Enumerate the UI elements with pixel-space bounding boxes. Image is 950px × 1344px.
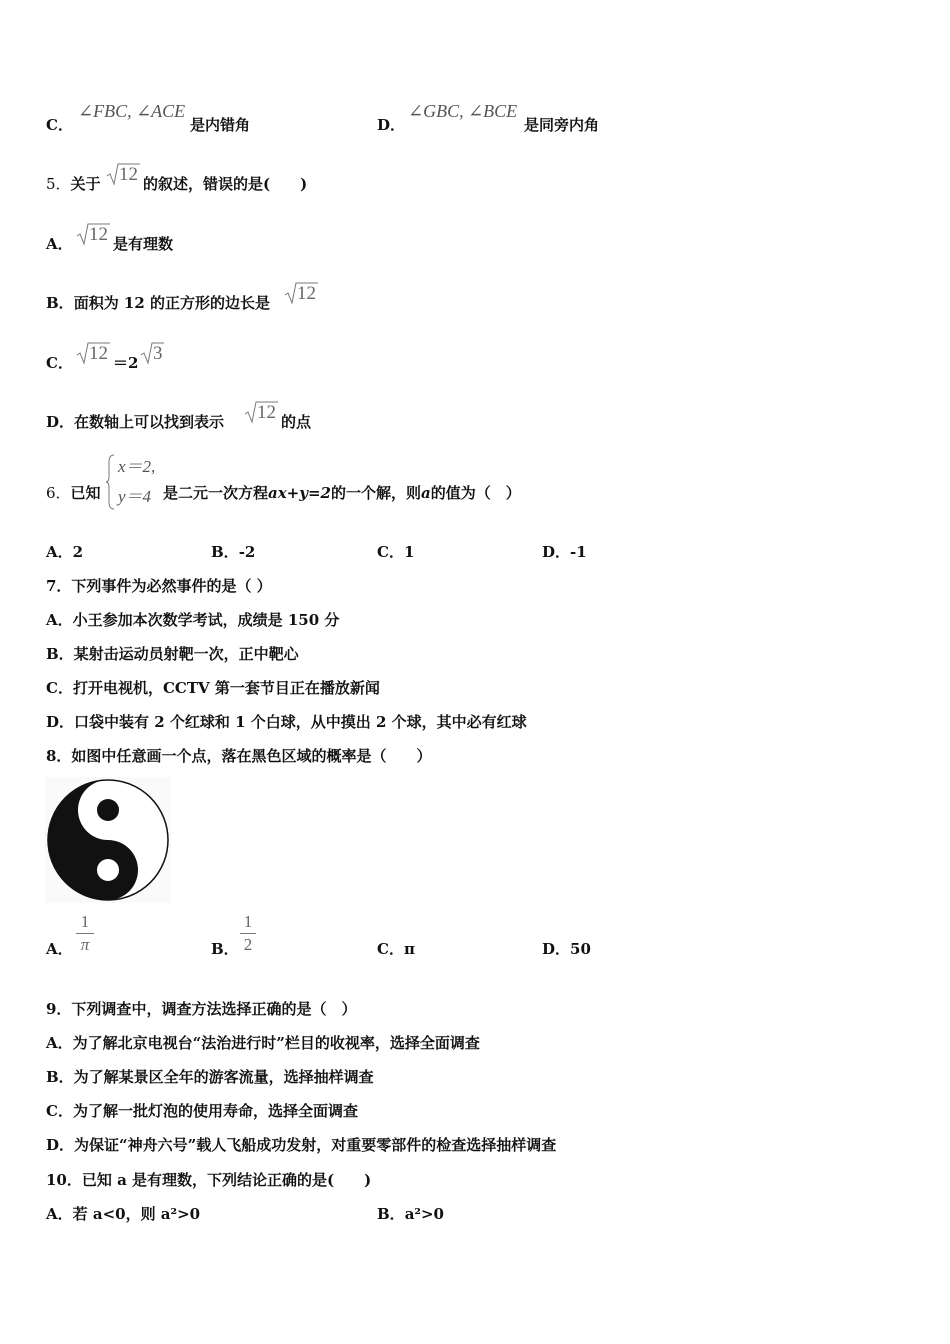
q5-stem-pre: 关于 [70, 175, 101, 193]
q6-option-d [542, 542, 587, 562]
q7-option-a: A．小王参加本次数学考试，成绩是 150 分 [46, 611, 340, 629]
q5-option-a-text: 是有理数 [113, 235, 174, 253]
q8-option-b-fraction [240, 912, 256, 955]
q9-option-d: D．为保证“神舟六号”载人飞船成功发射，对重要零部件的检查选择抽样调查 [46, 1136, 557, 1154]
q5-option-c-label: C． [46, 354, 73, 372]
q4-option-c-math: ∠FBC, ∠ACE [78, 101, 186, 121]
q6-stem-pre-text: 已知 [70, 484, 101, 502]
q6-option-c-text: 1 [403, 543, 415, 561]
q4-option-d-math: ∠GBC, ∠BCE [408, 101, 518, 121]
q9-option-b: B．为了解某景区全年的游客流量，选择抽样调查 [46, 1068, 374, 1086]
q6-option-b [211, 542, 255, 562]
q5-option-a-radicand: 12 [89, 224, 108, 245]
q7-option-b: B．某射击运动员射靶一次，正中靶心 [46, 645, 299, 663]
yin-yang-figure [45, 777, 171, 903]
q9-option-a: A．为了解北京电视台“法治进行时”栏目的收视率，选择全面调查 [46, 1034, 480, 1052]
q8-option-a-fraction [76, 912, 94, 955]
q6-equation: ax+y=2 [268, 484, 331, 502]
q8-stem: 8．如图中任意画一个点，落在黑色区域的概率是（ ） [46, 747, 432, 765]
q6-stem-post: 的值为（ ） [430, 484, 521, 502]
q8-option-a-numerator: 1 [80, 912, 90, 931]
q5-stem-post: 的叙述，错误的是( ) [143, 175, 308, 193]
q5-number: 5． [46, 175, 71, 193]
q5-option-b [46, 293, 270, 313]
q8-option-a-label: A． [46, 940, 73, 958]
q4-option-d-label: D． [377, 116, 406, 134]
q5-option-d-sqrt [244, 400, 278, 424]
q8-option-a-denominator: π [80, 935, 90, 954]
q4-option-c [46, 115, 73, 135]
q6-option-c [377, 542, 414, 562]
q5-option-c-eq: ＝2 [113, 354, 139, 372]
q8-option-d-label: D． [542, 940, 571, 958]
q5-option-a-label: A． [46, 235, 73, 253]
q10-option-b [377, 1204, 444, 1224]
q6-stem-mid2: 的一个解，则 [330, 484, 421, 502]
q6-option-d-label: D． [542, 543, 571, 561]
q5-option-d-label: D． [46, 413, 75, 431]
q8-option-c-label: C． [377, 940, 404, 958]
q6-stem-pre [46, 483, 101, 503]
q5-option-b-radicand: 12 [297, 283, 316, 304]
q8-option-b-denominator: 2 [243, 935, 253, 954]
q10-option-a-label: A． [46, 1205, 73, 1223]
q6-option-a-label: A． [46, 543, 73, 561]
fraction-bar [240, 933, 256, 934]
q6-variable: a [420, 484, 431, 502]
q5-stem-sqrt [106, 162, 140, 186]
q6-number: 6． [46, 484, 71, 502]
q5-option-d-radicand: 12 [257, 402, 276, 423]
q5-stem [46, 174, 101, 194]
q6-option-b-text: -2 [238, 543, 256, 561]
q9-option-c: C．为了解一批灯泡的使用寿命，选择全面调查 [46, 1102, 358, 1120]
q5-option-c-radicand: 12 [89, 343, 108, 364]
q5-option-b-sqrt [284, 281, 318, 305]
q7-option-c: C．打开电视机，CCTV 第一套节目正在播放新闻 [46, 679, 380, 697]
q6-stem-main [163, 483, 521, 503]
q6-option-b-label: B． [211, 543, 239, 561]
q6-system-line2: y＝4 [118, 487, 152, 506]
q5-stem-radicand: 12 [119, 164, 138, 185]
q6-stem-mid: 是二元一次方程 [163, 484, 269, 502]
q4-option-c-label: C． [46, 116, 73, 134]
fraction-bar [76, 933, 94, 934]
q7-option-d: D．口袋中装有 2 个红球和 1 个白球，从中摸出 2 个球，其中必有红球 [46, 713, 527, 731]
q5-option-c-radicand-3: 3 [153, 343, 163, 364]
q5-option-d-text-pre: 在数轴上可以找到表示 [74, 413, 225, 431]
q8-option-b-numerator: 1 [243, 912, 253, 931]
q6-option-d-text: -1 [570, 543, 587, 561]
q8-option-d-text: 50 [570, 940, 591, 958]
q5-option-d [46, 412, 224, 432]
q8-option-d [542, 939, 591, 959]
q10-option-a-text: 若 a<0，则 a²>0 [72, 1205, 201, 1223]
q10-option-b-text: a²>0 [404, 1205, 444, 1223]
q10-option-a [46, 1204, 200, 1224]
q6-system-line1: x＝2, [118, 457, 156, 476]
q8-option-b-label: B． [211, 940, 239, 958]
q6-system-brace-icon [106, 454, 116, 510]
q5-option-d-text-post: 的点 [281, 413, 312, 431]
q8-option-c [377, 939, 415, 959]
q9-stem: 9．下列调查中，调查方法选择正确的是（ ） [46, 1000, 357, 1018]
q5-option-b-label: B． [46, 294, 74, 312]
q6-option-c-label: C． [377, 543, 404, 561]
q8-option-c-text: π [403, 940, 415, 958]
q5-option-c-sqrt [76, 341, 110, 365]
q4-option-d-text: 是同旁内角 [524, 116, 600, 134]
q10-stem: 10．已知 a 是有理数，下列结论正确的是( ) [46, 1171, 372, 1189]
q4-option-c-text: 是内错角 [190, 116, 251, 134]
q10-option-b-label: B． [377, 1205, 405, 1223]
q5-option-a-sqrt [76, 222, 110, 246]
q7-stem: 7．下列事件为必然事件的是（ ） [46, 577, 272, 595]
q6-option-a-text: 2 [72, 543, 84, 561]
q6-option-a [46, 542, 83, 562]
q5-option-c-sqrt3 [140, 341, 164, 365]
q5-option-b-text: 面积为 12 的正方形的边长是 [73, 294, 271, 312]
